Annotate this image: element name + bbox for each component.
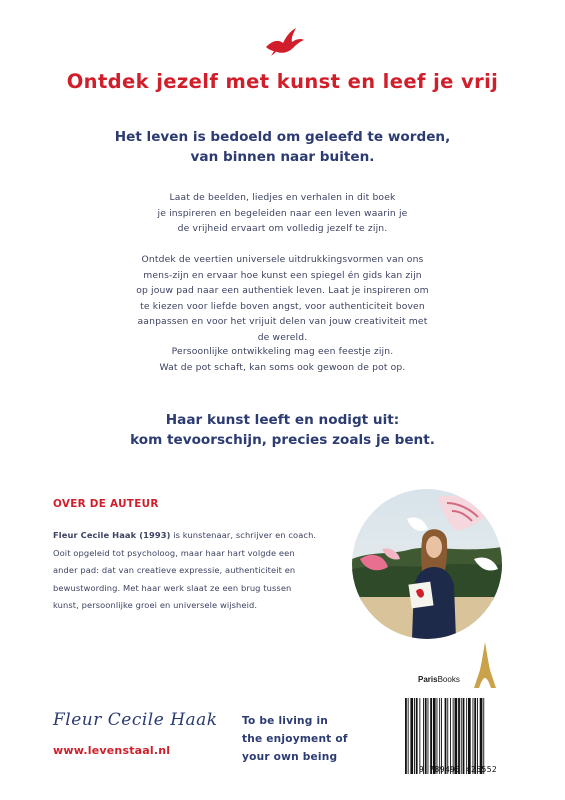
author-name: Fleur Cecile Haak (1993) xyxy=(53,530,171,540)
bio-line xyxy=(53,527,343,545)
barcode-bar xyxy=(437,698,438,774)
author-heading: OVER DE AUTEUR xyxy=(53,498,159,510)
lead-line: Het leven is bedoeld om geleefd te worden, xyxy=(114,129,451,145)
page-title: Ontdek jezelf met kunst en leef je vrij xyxy=(66,70,499,93)
paragraph-line: Wat de pot schaft, kan soms ook gewoon de pot op. xyxy=(159,361,406,373)
eiffel-tower-icon xyxy=(472,642,498,688)
barcode-bar xyxy=(430,698,432,774)
barcode-bar xyxy=(447,698,448,774)
paragraph-line: de wereld. xyxy=(257,331,308,343)
barcode-bar xyxy=(455,698,458,774)
author-signature: Fleur Cecile Haak xyxy=(53,710,218,730)
website-url: www.levenstaal.nl xyxy=(53,744,171,757)
bio-line: kunst, persoonlijke groei en universele wijsheid. xyxy=(53,600,258,611)
barcode xyxy=(404,698,512,774)
barcode-bar xyxy=(474,698,476,774)
slogan xyxy=(242,712,348,766)
paragraph-line: mens-zijn en ervaar hoe kunst een spiegel én gids kan zijn xyxy=(143,269,422,281)
bio-line-rest: is kunstenaar, schrijver en coach. xyxy=(170,530,317,540)
paragraph-2 xyxy=(0,252,565,346)
barcode-bar xyxy=(466,698,467,774)
author-bio xyxy=(53,527,343,615)
barcode-bar xyxy=(419,698,420,774)
publisher-logo xyxy=(418,675,460,684)
barcode-bar xyxy=(423,698,424,774)
barcode-bar xyxy=(408,698,409,774)
barcode-bar xyxy=(477,698,478,774)
barcode-bar xyxy=(410,698,413,774)
barcode-bar xyxy=(428,698,429,774)
barcode-bar xyxy=(453,698,454,774)
barcode-bar xyxy=(463,698,465,774)
barcode-bar xyxy=(450,698,451,774)
barcode-bar xyxy=(483,698,484,774)
paragraph-line: de vrijheid ervaart om volledig jezelf te zijn. xyxy=(177,223,388,235)
barcode-bar xyxy=(433,698,436,774)
paragraph-line: je inspireren en begeleiden naar een leven waarin je xyxy=(157,207,408,219)
slogan-line: To be living in xyxy=(242,715,329,727)
paragraph-line: aanpassen en voor het vrijuit delen van jouw creativiteit met xyxy=(137,316,428,328)
lead-line: van binnen naar buiten. xyxy=(190,149,375,165)
barcode-bar xyxy=(480,698,483,774)
bio-line: ander pad: dat van creatieve expressie, authenticiteit en xyxy=(53,565,296,576)
barcode-bar xyxy=(405,698,407,774)
barcode-bar xyxy=(468,698,471,774)
barcode-bar xyxy=(439,698,440,774)
paragraph-1 xyxy=(0,190,565,237)
paragraph-line: te kiezen voor liefde boven angst, voor authenticiteit boven xyxy=(140,300,425,312)
paragraph-3 xyxy=(0,344,565,375)
author-portrait-photo xyxy=(352,489,502,639)
barcode-bar xyxy=(441,698,442,774)
red-bird-icon xyxy=(262,25,306,57)
publisher-name-part2: Books xyxy=(437,675,460,684)
bio-line: bewustwording. Met haar werk slaat ze een brug tussen xyxy=(53,582,292,593)
barcode-bar xyxy=(458,698,460,774)
publisher-name-part1: Paris xyxy=(418,675,438,684)
closing-line: kom tevoorschijn, precies zoals je bent. xyxy=(130,432,435,448)
paragraph-line: Persoonlijke ontwikkeling mag een feestje zijn. xyxy=(171,346,394,357)
lead-text xyxy=(0,127,565,167)
barcode-bar xyxy=(425,698,427,774)
barcode-bar xyxy=(461,698,462,774)
barcode-bar xyxy=(414,698,415,774)
slogan-line: the enjoyment of xyxy=(242,733,348,745)
closing-text xyxy=(0,410,565,450)
barcode-bar xyxy=(473,698,474,774)
closing-line: Haar kunst leeft en nodigt uit: xyxy=(165,412,400,428)
paragraph-line: Ontdek de veertien universele uitdrukkingsvormen van ons xyxy=(141,254,424,265)
slogan-line: your own being xyxy=(242,751,338,763)
paragraph-line: Laat de beelden, liedjes en verhalen in dit boek xyxy=(169,192,396,203)
barcode-bar xyxy=(445,698,447,774)
isbn-number: 9 789493 425552 xyxy=(418,765,498,774)
bio-line: Ooit opgeleid tot psycholoog, maar haar hart volgde een xyxy=(53,547,295,558)
paragraph-line: op jouw pad naar een authentiek leven. Laat je inspireren om xyxy=(136,285,429,297)
barcode-bar xyxy=(416,698,418,774)
